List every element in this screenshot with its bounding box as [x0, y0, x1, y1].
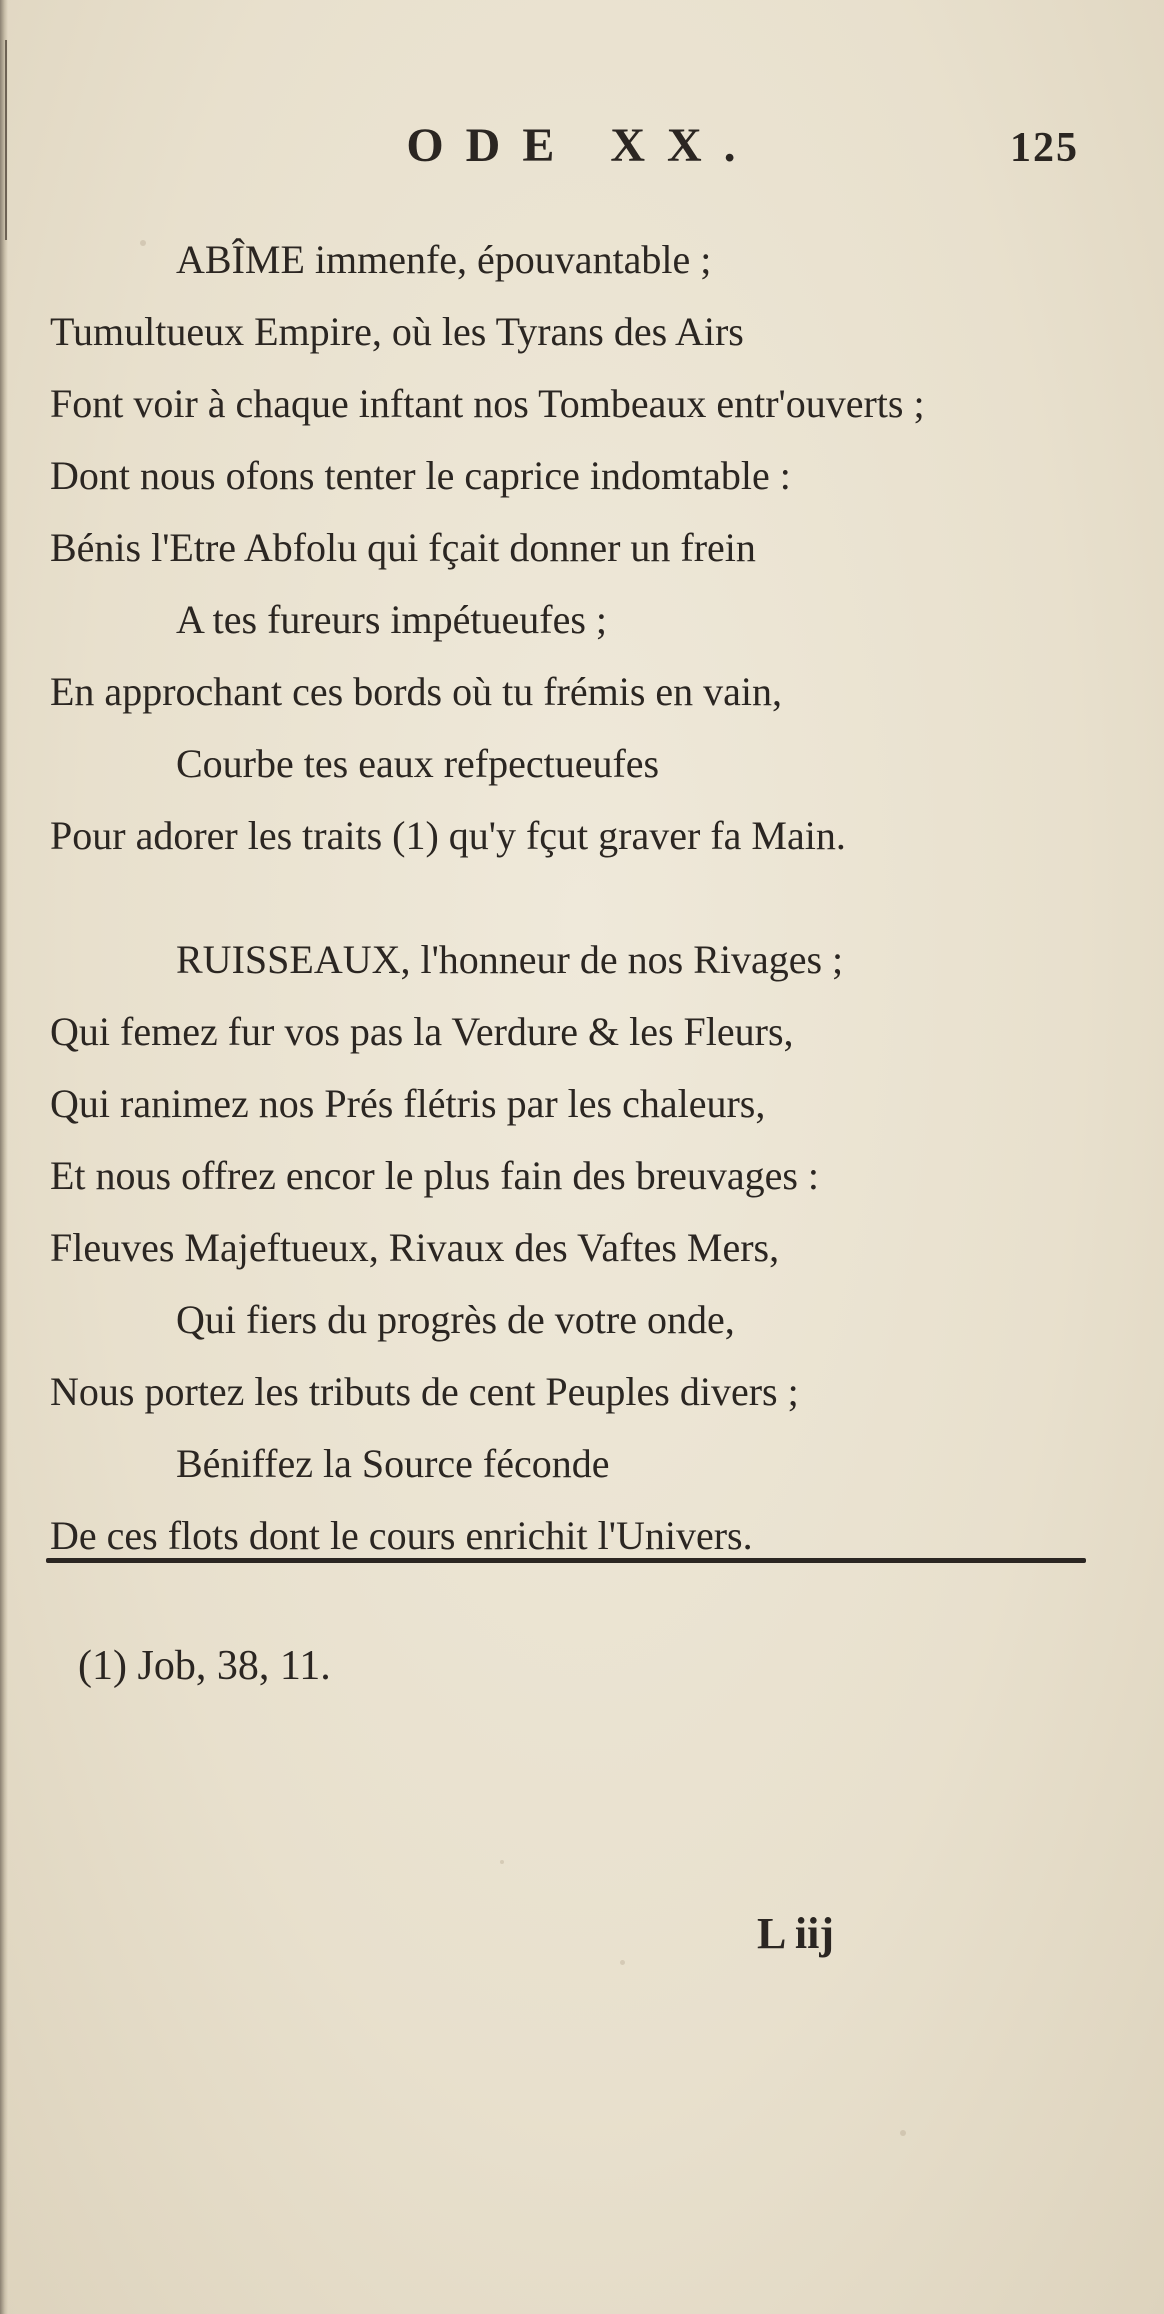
- verse-line: Dont nous ofons tenter le caprice indomtable :: [50, 453, 791, 498]
- page-edge: [0, 0, 8, 2314]
- verse-line: En approchant ces bords où tu frémis en vain,: [50, 669, 783, 714]
- verse-line: Tumultueux Empire, où les Tyrans des Airs: [50, 309, 744, 354]
- verse-line: Béniffez la Source féconde: [176, 1441, 610, 1486]
- verse-line: Qui ranimez nos Prés flétris par les chaleurs,: [50, 1081, 766, 1126]
- verse-line: Bénis l'Etre Abfolu qui fçait donner un frein: [50, 525, 756, 570]
- verse-line: Courbe tes eaux refpectueufes: [176, 741, 660, 786]
- verse-line: Et nous offrez encor le plus fain des breuvages :: [50, 1153, 820, 1198]
- page-title: ODE XX.: [406, 119, 758, 172]
- signature-mark: L iij: [757, 1909, 835, 1958]
- verse-line: Nous portez les tributs de cent Peuples divers ;: [50, 1369, 799, 1414]
- paper-spot: [900, 2130, 906, 2136]
- verse-line: Fleuves Majeftueux, Rivaux des Vaftes Mers,: [50, 1225, 780, 1270]
- verse-line: ABÎME immenfe, épouvantable ;: [176, 237, 712, 282]
- verse-line: De ces flots dont le cours enrichit l'Univers.: [50, 1513, 753, 1558]
- paper-spot: [500, 1860, 504, 1864]
- paper-spot: [620, 1960, 625, 1965]
- footnote: (1) Job, 38, 11.: [78, 1643, 331, 1689]
- verse-line: Qui fiers du progrès de votre onde,: [176, 1297, 735, 1342]
- verse-line: Qui femez fur vos pas la Verdure & les Fleurs,: [50, 1009, 794, 1054]
- verse-line: Pour adorer les traits (1) qu'y fçut graver fa Main.: [50, 813, 846, 858]
- footnote-divider: [46, 1558, 1086, 1563]
- verse-line: Font voir à chaque inftant nos Tombeaux entr'ouverts ;: [50, 381, 925, 426]
- verse-line: RUISSEAUX, l'honneur de nos Rivages ;: [176, 937, 844, 982]
- paper-spot: [140, 240, 146, 246]
- verse-line: A tes fureurs impétueufes ;: [176, 597, 607, 642]
- page-number: 125: [1010, 125, 1079, 171]
